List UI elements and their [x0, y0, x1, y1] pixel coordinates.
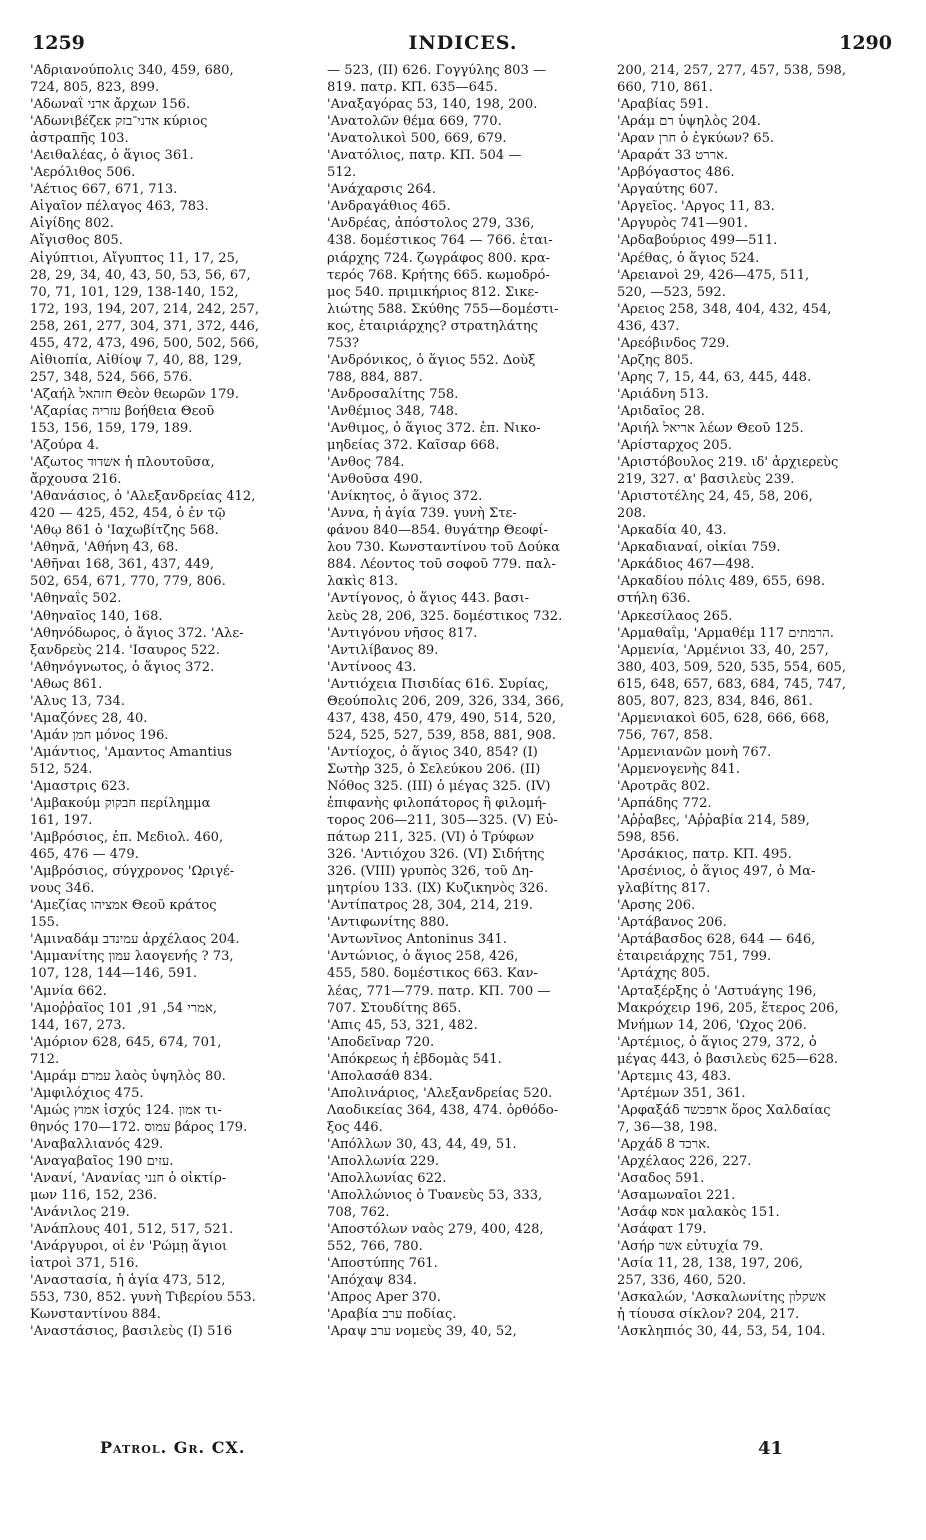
index-line: 437, 438, 450, 479, 490, 514, 520,: [327, 710, 557, 726]
index-line: 753?: [327, 335, 360, 351]
index-line: 819. πατρ. ΚΠ. 635—645.: [327, 80, 498, 96]
index-line: 'Ανδρέας, ἀπόστολος 279, 336,: [327, 216, 535, 232]
index-line: 'Αρσάκιος, πατρ. ΚΠ. 495.: [617, 847, 792, 863]
index-line: 'Αριδαῖος 28.: [617, 403, 705, 419]
index-line: 'Απόκρεως ἡ ἑβδομὰς 541.: [327, 1051, 502, 1067]
index-line: 512.: [327, 165, 357, 181]
index-line: 'Ανθιμος, ὁ ἅγιος 372. ἐπ. Νικο-: [327, 420, 541, 436]
index-line: ριάρχης 724. ζωγράφος 800. κρα-: [327, 250, 551, 266]
index-line: 'Ανθοῦσα 490.: [327, 472, 423, 488]
index-line: 465, 476 — 479.: [30, 847, 139, 863]
index-line: 'Αρκαδία 40, 43.: [617, 523, 727, 539]
index-line: 'Ανδραγάθιος 465.: [327, 199, 451, 215]
index-line: 'Απρος Aper 370.: [327, 1290, 441, 1306]
index-line: 'Αμνία 662.: [30, 983, 107, 999]
index-line: 'Αθως 861.: [30, 676, 103, 692]
index-column-1: [30, 62, 315, 1341]
index-line: 788, 884, 887.: [327, 369, 423, 385]
index-line: 'Αργεῖος. 'Αργος 11, 83.: [617, 199, 775, 215]
index-line: 'Αρφαξάδ ארפכשד ὅρος Χαλδαίας: [617, 1102, 831, 1118]
index-line: 'Αθηνόγνωτος, ὁ ἅγιος 372.: [30, 659, 215, 675]
index-line: 'Αμαζόνες 28, 40.: [30, 710, 148, 726]
index-line: 'Ανάνιλος 219.: [30, 1205, 130, 1221]
index-line: 'Αρτάβανος 206.: [617, 915, 727, 931]
index-line: τερός 768. Κρήτης 665. κωμοδρό-: [327, 267, 550, 283]
index-line: 'Αραβίας 591.: [617, 97, 709, 113]
index-line: 155.: [30, 915, 60, 931]
index-line: 'Ασάφατ 179.: [617, 1222, 707, 1238]
index-line: 'Ασάφ אסא μαλακὸς 151.: [617, 1205, 780, 1221]
index-line: 420 — 425, 452, 454, ὁ ἐν τῷ: [30, 506, 226, 522]
index-line: 553, 730, 852. γυνὴ Τιβερίου 553.: [30, 1290, 256, 1306]
index-line: 'Αργαύτης 607.: [617, 182, 719, 198]
index-line: 'Αδριανούπολις 340, 459, 680,: [30, 63, 234, 78]
index-line: ξανδρεὺς 214. 'Ισαυρος 522.: [30, 642, 220, 658]
index-line: φάνου 840—854. θυγάτηρ Θεοφί-: [327, 523, 548, 539]
index-line: τορος 206—211, 305—325. (V) Εὐ-: [327, 813, 558, 829]
index-line: ἑταιρειάρχης 751, 799.: [617, 949, 772, 965]
index-line: 107, 128, 144—146, 591.: [30, 966, 198, 982]
index-line: ἡ τίουσα σίκλον? 204, 217.: [617, 1307, 800, 1323]
index-line: 'Αθηναΐς 502.: [30, 591, 122, 607]
index-line: 'Αμώς אמוץ ἰσχύς 124. אמון τι-: [30, 1102, 222, 1118]
index-line: 805, 807, 823, 834, 846, 861.: [617, 693, 813, 709]
index-line: στήλη 636.: [617, 591, 691, 607]
index-line: 219, 327. α' βασιλεὺς 239.: [617, 472, 795, 488]
index-line: 'Ανανί, 'Ανανίας חנני ὁ οἰκτίρ-: [30, 1171, 227, 1187]
index-line: 'Αερόλιθος 506.: [30, 165, 136, 181]
index-line: 'Αρζης 805.: [617, 352, 694, 368]
index-line: ἄρχουσα 216.: [30, 472, 122, 488]
index-line: 'Αλυς 13, 734.: [30, 693, 125, 709]
index-line: 707. Στουδίτης 865.: [327, 1000, 462, 1016]
index-line: 'Αναξαγόρας 53, 140, 198, 200.: [327, 97, 538, 113]
sheet-number: 41: [758, 1438, 784, 1459]
index-line: 'Αρβόγαστος 486.: [617, 165, 735, 181]
index-line: 455, 580. δομέστικος 663. Καν-: [327, 966, 538, 982]
index-line: 598, 856.: [617, 830, 680, 846]
index-line: μων 116, 152, 236.: [30, 1188, 158, 1204]
index-line: 'Αριήλ אריאל λέων Θεοῦ 125.: [617, 420, 804, 436]
index-line: θηνός 170—172. עמוס βάρος 179.: [30, 1119, 248, 1135]
index-line: νους 346.: [30, 881, 95, 897]
index-line: μος 540. πριμικήριος 812. Σικε-: [327, 284, 539, 300]
index-line: 'Ανίκητος, ὁ ἅγιος 372.: [327, 489, 483, 505]
index-line: Μακρόχειρ 196, 205, ἕτερος 206,: [617, 1000, 839, 1016]
index-line: ξος 446.: [327, 1119, 383, 1135]
index-line: 326. 'Αντιόχου 326. (VI) Σιδήτης: [327, 847, 545, 863]
index-line: 28, 29, 34, 40, 43, 50, 53, 56, 67,: [30, 267, 251, 283]
index-line: 502, 654, 671, 770, 779, 806.: [30, 574, 226, 590]
index-line: 'Αμαστρις 623.: [30, 778, 131, 794]
index-line: 'Αμιναδάμ עמינדב ἀρχέλαος 204.: [30, 932, 240, 948]
index-line: 'Αμβακούμ חבקוק περίληµμα: [30, 796, 211, 812]
index-line: 'Αρκάδιος 467—498.: [617, 557, 755, 573]
left-page-number: 1259: [32, 32, 85, 54]
index-line: 'Αραράτ אררט 33.: [617, 148, 729, 164]
index-line: 'Αντίοχος, ὁ ἅγιος 340, 854? (I): [327, 744, 538, 760]
index-line: 'Αράμ רם ὑψηλὸς 204.: [617, 114, 761, 130]
index-line: 'Ανδροσαλίτης 758.: [327, 386, 459, 402]
index-line: 'Αρκαδίου πόλις 489, 655, 698.: [617, 574, 826, 590]
index-line: Κωνσταντίνου 884.: [30, 1307, 161, 1323]
index-line: 'Ανατολῶν θέμα 669, 770.: [327, 114, 502, 130]
index-line: 7, 36—38, 198.: [617, 1119, 718, 1135]
index-line: 'Αποστόλων ναὸς 279, 400, 428,: [327, 1222, 544, 1238]
index-line: 'Αμόριον 628, 645, 674, 701,: [30, 1034, 222, 1050]
index-line: 'Αριστοτέλης 24, 45, 58, 206,: [617, 489, 813, 505]
index-line: 615, 648, 657, 683, 684, 745, 747,: [617, 676, 847, 692]
index-line: 'Αντίπατρος 28, 304, 214, 219.: [327, 898, 533, 914]
index-line: 'Αρμενιακοὶ 605, 628, 666, 668,: [617, 710, 830, 726]
index-line: 'Ανατόλιος, πατρ. ΚΠ. 504 —: [327, 148, 522, 164]
page-title: INDICES.: [408, 32, 518, 54]
index-line: 'Αρδαβούριος 499—511.: [617, 233, 778, 249]
index-line: λου 730. Κωνσταντίνου τοῦ Δούκα: [327, 540, 560, 556]
index-line: 'Αραψ ערב νομεὺς 39, 40, 52,: [327, 1324, 517, 1340]
index-line: 153, 156, 159, 179, 189.: [30, 420, 193, 436]
index-line: 'Αντιφωνίτης 880.: [327, 915, 450, 931]
index-line: 'Απολλώνιος ὁ Τυανεὺς 53, 333,: [327, 1188, 543, 1204]
index-line: 257, 348, 524, 566, 576.: [30, 369, 193, 385]
index-line: 'Ασαμωναῖοι 221.: [617, 1188, 736, 1204]
index-line: 'Αναγαβαῖος עזים 190.: [30, 1154, 174, 1169]
index-line: 380, 403, 509, 520, 535, 554, 605,: [617, 659, 847, 675]
index-line: 'Αντιλίβανος 89.: [327, 642, 439, 658]
index-line: 'Αραβία ערב ποδίας.: [327, 1307, 457, 1323]
index-line: 'Αντιγόνου νῆσος 817.: [327, 625, 478, 641]
index-line: 'Αριστόβουλος 219. ιδ' ἀρχιερεὺς: [617, 455, 839, 471]
index-line: 'Αντώνιος, ὁ ἅγιος 258, 426,: [327, 949, 519, 965]
index-line: 'Αρκαδιαναί, οἰκίαι 759.: [617, 540, 781, 556]
index-line: 'Αρμαθαΐμ, 'Αρμαθέμ הרמתים 117.: [617, 625, 834, 641]
index-line: 'Αρειος 258, 348, 404, 432, 454,: [617, 301, 832, 317]
index-line: 'Αραν חרן ὁ ἐγκύων? 65.: [617, 131, 775, 147]
index-line: 'Αδωνιβέζεκ אדני־בזק κύριος: [30, 114, 208, 130]
index-line: 'Αζαήλ חזהאל Θεὸν θεωρῶν 179.: [30, 386, 239, 402]
index-line: 'Ασκαλών, 'Ασκαλωνίτης אשקלון: [617, 1290, 826, 1306]
index-line: 161, 197.: [30, 813, 93, 829]
index-line: Αἰθιοπία, Αἰθίοψ 7, 40, 88, 129,: [30, 352, 243, 368]
index-line: 724, 805, 823, 899.: [30, 80, 160, 96]
index-line: 257, 336, 460, 520.: [617, 1273, 747, 1289]
index-line: 'Αριάδνη 513.: [617, 386, 709, 402]
index-line: 'Αρης 7, 15, 44, 63, 445, 448.: [617, 369, 812, 385]
index-line: 'Απις 45, 53, 321, 482.: [327, 1017, 478, 1033]
index-line: 'Αντίγονος, ὁ ἅγιος 443. βασι-: [327, 591, 530, 607]
index-line: 'Αειθαλέας, ὁ ἅγιος 361.: [30, 148, 194, 164]
index-line: 520, —523, 592.: [617, 284, 726, 300]
index-line: 'Αρμενογενὴς 841.: [617, 761, 740, 777]
index-line: λακὶς 813.: [327, 574, 399, 590]
index-line: 'Ασκληπιός 30, 44, 53, 54, 104.: [617, 1324, 826, 1340]
index-line: πάτωρ 211, 325. (VI) ὁ Τρύφων: [327, 830, 535, 846]
index-line: 'Αμοῤῥαῖος אמרי 54, 91, 101,: [30, 1000, 218, 1016]
index-line: 524, 525, 527, 539, 858, 881, 908.: [327, 727, 557, 743]
index-line: 'Αναστασία, ἡ ἁγία 473, 512,: [30, 1273, 226, 1289]
index-line: 144, 167, 273.: [30, 1017, 126, 1033]
index-line: 'Απολλωνίας 622.: [327, 1171, 447, 1187]
index-line: 438. δομέστικος 764 — 766. ἑται-: [327, 233, 553, 249]
index-line: 712.: [30, 1051, 60, 1067]
index-line: 'Αντωνῖνος Antoninus 341.: [327, 932, 507, 948]
index-line: 'Ασήρ אשר εὐτυχία 79.: [617, 1239, 764, 1255]
index-line: 884. Λέοντος τοῦ σοφοῦ 779. παλ-: [327, 557, 556, 573]
index-line: 'Αρειανοὶ 29, 426—475, 511,: [617, 267, 810, 283]
index-line: Αἰγίδης 802.: [30, 216, 114, 232]
index-line: ἰατροὶ 371, 516.: [30, 1256, 139, 1272]
index-line: 'Αρσης 206.: [617, 898, 696, 914]
index-line: 'Αδωναΐ אדני ἄρχων 156.: [30, 97, 191, 113]
index-line: 'Αμάν חמן μόνος 196.: [30, 727, 169, 743]
index-line: 'Αρίσταρχος 205.: [617, 438, 733, 454]
index-line: 'Αντιόχεια Πισιδίας 616. Συρίας,: [327, 676, 549, 692]
index-line: 'Απολλωνία 229.: [327, 1154, 440, 1169]
index-line: Αἰγύπτιοι, Αἴγυπτος 11, 17, 25,: [30, 250, 240, 266]
index-line: 'Αμβρόσιος, ἐπ. Μεδιολ. 460,: [30, 830, 224, 846]
index-line: 'Ανάχαρσις 264.: [327, 182, 437, 198]
index-line: 200, 214, 257, 277, 457, 538, 598,: [617, 63, 847, 78]
index-line: 552, 766, 780.: [327, 1239, 423, 1255]
index-line: 'Αέτιος 667, 671, 713.: [30, 182, 178, 198]
index-line: 'Αρέθας, ὁ ἅγιος 524.: [617, 250, 760, 266]
index-line: 'Αποστύπης 761.: [327, 1256, 438, 1272]
index-line: 'Απολινάριος, 'Αλεξανδρείας 520.: [327, 1085, 553, 1101]
index-line: Αἴγισθος 805.: [30, 233, 123, 249]
index-line: λεὺς 28, 206, 325. δομέστικος 732.: [327, 608, 563, 624]
index-line: 'Ανθος 784.: [327, 455, 405, 471]
index-line: 'Αθηνᾶ, 'Αθήνη 43, 68.: [30, 540, 179, 556]
index-line: Θεούπολις 206, 209, 326, 334, 366,: [327, 693, 565, 709]
index-line: Μνήμων 14, 206, 'Ωχος 206.: [617, 1017, 807, 1033]
index-line: 708, 762.: [327, 1205, 390, 1221]
index-line: ἀστραπῆς 103.: [30, 131, 129, 147]
running-header: [0, 28, 926, 58]
index-line: 'Αζαρίας עזריה βοήθεια Θεοῦ: [30, 403, 215, 419]
index-line: 'Ανατολικοὶ 500, 669, 679.: [327, 131, 507, 147]
index-line: 'Αρεόβινδος 729.: [617, 335, 730, 351]
index-line: 'Αθηνόδωρος, ὁ ἅγιος 372. 'Αλε-: [30, 625, 244, 641]
index-line: 'Αρτάβασδος 628, 644 — 646,: [617, 932, 816, 948]
index-line: 436, 437.: [617, 318, 680, 334]
index-line: 512, 524.: [30, 761, 93, 777]
index-line: κος, ἑταιριάρχης? στρατηλάτης: [327, 318, 539, 334]
index-column-3: [617, 62, 907, 1341]
index-line: 'Αθανάσιος, ὁ 'Αλεξανδρείας 412,: [30, 489, 256, 505]
index-line: 'Αρταξέρξης ὁ 'Αστυάγης 196,: [617, 983, 817, 999]
index-line: Λαοδικείας 364, 438, 474. ὀρθόδο-: [327, 1102, 559, 1118]
index-line: 'Αμάντιος, 'Αμαντος Amantius: [30, 744, 232, 760]
index-column-2: [327, 62, 611, 1341]
index-line: 756, 767, 858.: [617, 727, 713, 743]
index-line: 'Αποδεῖναρ 720.: [327, 1034, 435, 1050]
index-line: 'Απολασάθ 834.: [327, 1068, 433, 1084]
index-line: 'Αργυρὸς 741—901.: [617, 216, 748, 232]
index-line: 'Αναστάσιος, βασιλεὺς (I) 516: [30, 1324, 233, 1340]
index-line: 'Ανθέμιος 348, 748.: [327, 403, 459, 419]
index-line: γλαβίτης 817.: [617, 881, 711, 897]
index-line: 'Ασαδος 591.: [617, 1171, 705, 1187]
index-line: — 523, (II) 626. Γογγύλης 803 —: [327, 63, 547, 78]
index-line: 'Αρπάδης 772.: [617, 796, 712, 812]
index-line: 'Αρχάδ ארכד 8.: [617, 1136, 711, 1152]
index-line: 'Αμεζίας אמציהו Θεοῦ κράτος: [30, 898, 217, 914]
index-line: 'Αθηναῖος 140, 168.: [30, 608, 163, 624]
index-line: λιώτης 588. Σκύθης 755—δομέστι-: [327, 301, 559, 317]
index-line: 455, 472, 473, 496, 500, 502, 566,: [30, 335, 260, 351]
index-line: 70, 71, 101, 129, 138-140, 152,: [30, 284, 239, 300]
index-line: 'Αρτεμις 43, 483.: [617, 1068, 732, 1084]
index-line: 326. (VIII) γρυπὸς 326, τοῦ Δη-: [327, 864, 534, 880]
index-line: 'Αναβαλλιανός 429.: [30, 1136, 164, 1152]
index-line: 'Αζωτος אשדוד ἡ πλουτοῦσα,: [30, 455, 215, 471]
index-line: 'Ανδρόνικος, ὁ ἅγιος 552. Δοὺξ: [327, 352, 536, 368]
right-page-number: 1290: [839, 32, 892, 54]
index-line: 'Απόχαψ 834.: [327, 1273, 417, 1289]
index-line: 'Αροτρᾶς 802.: [617, 778, 711, 794]
index-line: 660, 710, 861.: [617, 80, 713, 96]
index-line: 'Αῤῥαβες, 'Αῤῥαβία 214, 589,: [617, 813, 810, 829]
index-line: μηδείας 372. Καῖσαρ 668.: [327, 438, 500, 454]
index-line: 'Αρμενιανῶν μονὴ 767.: [617, 744, 772, 760]
index-line: 'Αμράμ עמרם λαὸς ὑψηλὸς 80.: [30, 1068, 226, 1084]
index-line: Σωτὴρ 325, ὁ Σελεύκου 206. (II): [327, 761, 541, 777]
index-line: μητρίου 133. (IX) Κυζικηνὸς 326.: [327, 881, 549, 897]
index-line: 258, 261, 277, 304, 371, 372, 446,: [30, 318, 260, 334]
index-line: 'Αρτάχης 805.: [617, 966, 711, 982]
index-line: 172, 193, 194, 207, 214, 242, 257,: [30, 301, 260, 317]
index-line: Νόθος 325. (III) ὁ μέγας 325. (IV): [327, 778, 551, 794]
index-line: 'Αρσένιος, ὁ ἅγιος 497, ὁ Μα-: [617, 864, 816, 880]
index-line: 'Αρμενία, 'Αρμένιοι 33, 40, 257,: [617, 642, 829, 658]
index-line: 'Αντίνοος 43.: [327, 659, 417, 675]
index-line: 'Αμφιλόχιος 475.: [30, 1085, 144, 1101]
index-line: 'Αννα, ἡ ἁγία 739. γυνὴ Στε-: [327, 506, 517, 522]
index-line: 'Ανάργυροι, οἱ ἐν 'Ρώμῃ ἅγιοι: [30, 1239, 228, 1255]
index-line: 'Αθῆναι 168, 361, 437, 449,: [30, 557, 214, 573]
index-line: 'Αζούρα 4.: [30, 438, 100, 454]
index-line: 'Αρκεσίλαος 265.: [617, 608, 733, 624]
index-line: 'Ασία 11, 28, 138, 197, 206,: [617, 1256, 803, 1272]
index-line: 'Αμμανίτης עמון λαογενής ? 73,: [30, 949, 234, 965]
index-line: 'Αμβρόσιος, σύγχρονος 'Ωριγέ-: [30, 864, 235, 880]
index-line: 'Αρτέμων 351, 361.: [617, 1085, 746, 1101]
index-line: 'Αρτέμιος, ὁ ἅγιος 279, 372, ὁ: [617, 1034, 817, 1050]
index-line: 'Αρχέλαος 226, 227.: [617, 1154, 752, 1169]
index-line: 'Ανάπλους 401, 512, 517, 521.: [30, 1222, 234, 1238]
index-line: Αἰγαῖον πέλαγος 463, 783.: [30, 199, 209, 215]
printer-signature: Patrol. Gr. CX.: [100, 1438, 246, 1457]
index-line: ἐπιφανὴς φιλοπάτορος ἢ φιλομή-: [327, 796, 547, 812]
index-line: λέας, 771—779. πατρ. ΚΠ. 700 —: [327, 983, 551, 999]
index-line: 'Αθῳ 861 ὁ 'Ιαχωβίτζης 568.: [30, 523, 219, 539]
index-line: 'Απόλλων 30, 43, 44, 49, 51.: [327, 1136, 517, 1152]
index-line: μέγας 443, ὁ βασιλεὺς 625—628.: [617, 1051, 839, 1067]
index-line: 208.: [617, 506, 647, 522]
